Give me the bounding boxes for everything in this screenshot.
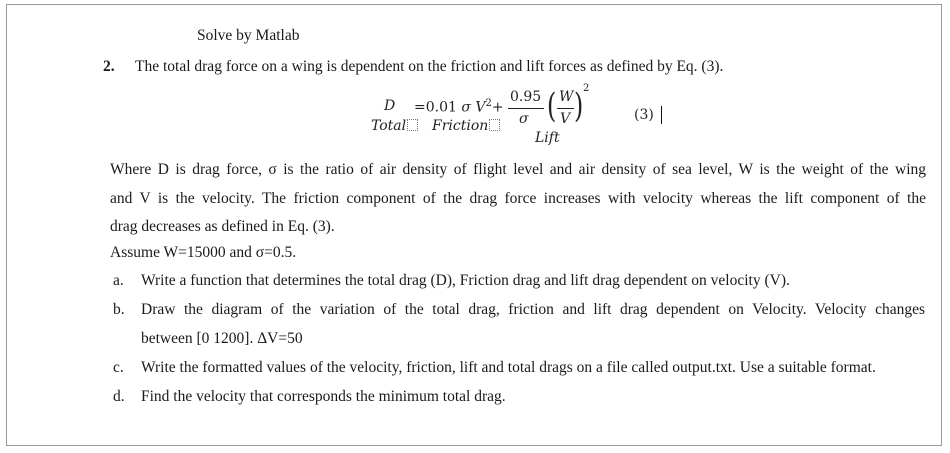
item-d-text: Find the velocity that corresponds the minimum total drag. [141,388,506,405]
item-b-label: b. [113,301,125,318]
assumption-text: Assume W=15000 and σ=0.5. [110,244,297,261]
item-a-label: a. [113,272,124,289]
item-d-label: d. [113,388,125,405]
eq-frac-line [508,108,544,109]
eq-lhs-top: D [384,98,396,114]
question-number: 2. [103,58,115,75]
eq-friction-label: Friction [432,118,500,134]
eq-lift-label: Lift [535,130,560,146]
eq-lhs-bottom: Total [371,118,418,134]
paragraph-line: drag decreases as defined in Eq. (3). [110,218,335,236]
eq-paren-exponent: 2 [583,83,590,94]
item-a-text: Write a function that determines the total drag (D), Friction drag and lift drag dependent on velocity (V). [141,272,790,289]
item-c-label: c. [113,359,124,376]
eq-paren-right: ) [573,86,584,126]
eq-paren-numerator: W [559,89,574,105]
eq-paren-line [557,108,574,109]
eq-number: (3) [634,107,654,123]
header-text: Solve by Matlab [197,27,300,44]
eq-frac-numerator: 0.95 [510,89,542,105]
description-paragraph [110,156,926,242]
item-b-text: Draw the diagram of the variation of the total drag, friction and lift drag dependent on Velocity. Velocity changes between [0 1200]. ΔV=50 [141,301,925,347]
item-c-text: Write the formatted values of the velocity, friction, lift and total drags on a file called output.txt. Use a suitable format. [141,359,876,376]
text-cursor [661,106,662,124]
eq-paren-left: ( [546,86,557,126]
paragraph-line: Where D is drag force, σ is the ratio of air density of flight level and air density of sea level, W is the weight of the wing [110,161,926,178]
question-text: The total drag force on a wing is dependent on the friction and lift forces as defined by Eq. (3). [135,58,724,75]
eq-paren-denominator: V [560,111,571,127]
eq-equals-term: =0.01 σ $V^2+$ [414,98,504,116]
paragraph-line: and V is the velocity. The friction component of the drag force increases with velocity whereas the lift component of the [110,189,926,207]
eq-frac-denominator: σ [519,111,529,127]
